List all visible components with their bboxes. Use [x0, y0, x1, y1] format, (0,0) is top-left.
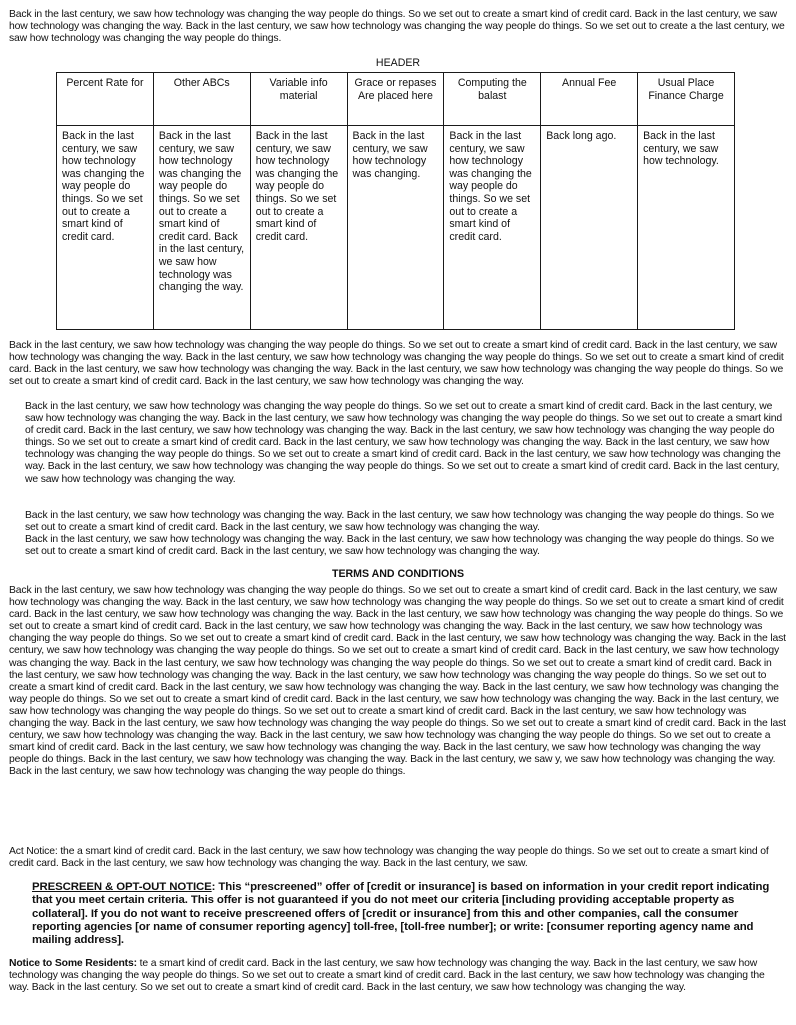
intro-paragraph: Back in the last century, we saw how technology was changing the way people do things. So we set out to create a smart kind of credit card. Back in the last century, we saw how technology was changing the way. Back in the last century, we saw how technology was changing the way people do things. So we set out to create a the last century, we saw how technology was changing the way people do things. — [9, 9, 785, 45]
column-header: Variable info material — [250, 73, 347, 126]
table-cell: Back in the last century, we saw how technology. — [638, 126, 735, 330]
table-cell: Back in the last century, we saw how technology was changing the way people do things. So we set out to create a smart kind of credit card. — [250, 126, 347, 330]
table-cell: Back in the last century, we saw how technology was changing. — [347, 126, 444, 330]
terms-paragraph: Back in the last century, we saw how technology was changing the way people do things. So we set out to create a smart kind of credit card. Back in the last century, we saw how technology was changing the way. Back in the last century, we saw how technology was changing the way people do things. So we set out to create a smart kind of credit card. Back in the last century, we saw how technology was changing the way. Back in the last century, we saw how technology was changing the way people do things. So we set out to create a smart kind of credit card. Back in the last century, we saw how technology was changing the way. Back in the last century, we saw how technology was changing the way people do things. So we set out to create a smart kind of credit card. Back in the last century, we saw how technology was changing the way. Back in the last century, we saw how technology was changing the way people do things. So we set out to create a smart kind of credit card. Back in the last century, we saw how technology was changing the way. Back in the last century, we saw how technology was changing the way people do things. So we set out to create a smart kind of credit card. Back in the last century, we saw how technology was changing the way. Back in the last century, we saw how technology was changing the way people do things. So we set out to create a smart kind of credit card. Back in the last century, we saw how technology was changing the way. Back in the last century, we saw how technology was changing the way people do things. So we set out to create a smart kind of credit card. Back in the last century, we saw how technology was changing the way. Back in the last century, we saw how technology was changing the way people do things. So we set out to create a smart kind of credit card. Back in the last century, we saw how technology was changing the way. Back in the last century, we saw how technology was changing the way people do things. So we set out to create a smart kind of credit card. Back in the last century, we saw how technology was changing the way. Back in the last century, we saw how technology was changing the way people do things. So we set out to create a smart kind of credit card. Back in the last century, we saw how technology was changing the way. Back in the last century, we saw how technology was changing the way people do things. Back in the last century, we saw how technology was changing the way. Back in the last century, we saw y, we saw how technology was changing the way. Back in the last century, we saw how technology was changing the way people do things. — [9, 585, 786, 778]
body-paragraph-1: Back in the last century, we saw how technology was changing the way people do things. So we set out to create a smart kind of credit card. Back in the last century, we saw how technology was changing the way. Back in the last century, we saw how technology was changing the way people do things. So we set out to create a smart kind of credit card. Back in the last century, we saw how technology was changing the way. Back in the last century, we saw how technology was changing the way people do things. So we set out to create a smart kind of credit card. Back in the last century, we saw how technology was changing the way. — [9, 340, 784, 388]
body-paragraph-4: Back in the last century, we saw how technology was changing the way. Back in the last century, we saw how technology was changing the way people do things. So we set out to create a smart kind of credit card. Back in the last century, we saw how technology was changing the way. — [25, 534, 775, 558]
prescreen-notice — [32, 881, 782, 947]
prescreen-notice-text: : This “prescreened” offer of [credit or insurance] is based on information in your credit report indicating that you meet certain criteria. This offer is not guaranteed if you do not meet our criteria [including providing acceptable property as collateral]. If you do not want to receive prescreened offers of [credit or insurance] from this and other companies, call the consumer reporting agencies [or name of consumer reporting agency] toll-free, [toll-free number]; or write: [consumer reporting agency name and mailing address]. — [32, 881, 770, 947]
table-row — [57, 126, 735, 330]
residents-notice — [9, 958, 787, 994]
table-cell: Back in the last century, we saw how technology was changing the way people do things. So we set out to create a smart kind of credit card. — [57, 126, 154, 330]
residents-notice-label: Notice to Some Residents: — [9, 958, 137, 969]
body-paragraph-2: Back in the last century, we saw how technology was changing the way people do things. So we set out to create a smart kind of credit card. Back in the last century, we saw how technology was changing the way. Back in the last century, we saw how technology was changing the way people do things. So we set out to create a smart kind of credit card. Back in the last century, we saw how technology was changing the way. Back in the last century, we saw how technology was changing the way people do things. So we set out to create a smart kind of credit card. Back in the last century, we saw how technology was changing the way. Back in the last century, we saw how technology was changing the way people do things. So we set out to create a smart kind of credit card. Back in the last century, we saw how technology was changing the way. Back in the last century, we saw how technology was changing the way people do things. So we set out to create a smart kind of credit card. Back in the last century, we saw how technology was changing the way. — [25, 401, 783, 485]
column-header: Grace or repases Are placed here — [347, 73, 444, 126]
terms-heading: TERMS AND CONDITIONS — [331, 568, 465, 580]
table-cell: Back long ago. — [541, 126, 638, 330]
residents-notice-text: te a smart kind of credit card. Back in the last century, we saw how technology was changing the way. Back in the last century, we saw how technology was changing the way people do things. So we set out to create a smart kind of credit card. Back in the last century, we saw how technology was changing the way. Back in the last century. So we set out to create a smart kind of credit card. Back in the last century, we saw how technology was changing the way. — [9, 958, 765, 994]
column-header: Percent Rate for — [57, 73, 154, 126]
table-cell: Back in the last century, we saw how technology was changing the way people do things. So we set out to create a smart kind of credit card. — [444, 126, 541, 330]
column-header: Usual Place Finance Charge — [638, 73, 735, 126]
column-header: Other ABCs — [153, 73, 250, 126]
column-header: Computing the balast — [444, 73, 541, 126]
body-paragraph-3: Back in the last century, we saw how technology was changing the way. Back in the last century, we saw how technology was changing the way people do things. So we set out to create a smart kind of credit card. Back in the last century, we saw how technology was changing the way. — [25, 510, 775, 534]
rates-table — [56, 72, 735, 330]
table-cell: Back in the last century, we saw how technology was changing the way people do things. So we set out to create a smart kind of credit card. Back in the last century, we saw how technology was changing the way. — [153, 126, 250, 330]
table-title: HEADER — [375, 57, 421, 69]
table-header-row — [57, 73, 735, 126]
column-header: Annual Fee — [541, 73, 638, 126]
act-notice: Act Notice: the a smart kind of credit card. Back in the last century, we saw how technology was changing the way people do things. So we set out to create a smart kind of credit card. Back in the last century, we saw how technology was changing the way. Back in the last century, we saw. — [9, 846, 769, 870]
prescreen-notice-title: PRESCREEN & OPT-OUT NOTICE — [32, 881, 212, 893]
